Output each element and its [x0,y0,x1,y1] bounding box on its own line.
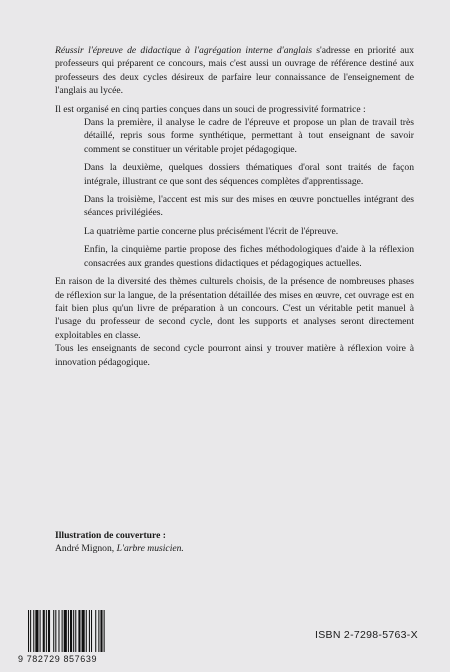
barcode-bar [53,610,54,652]
part-2-paragraph: Dans la deuxième, quelques dossiers thématiques d'oral sont traités de façon intégrale, illustrant ce que sont des séquences complètes d'apprentissage. [84,162,414,187]
barcode-bar [40,610,41,652]
barcode-bar [68,610,69,652]
barcode [18,610,136,668]
barcode-bar [43,610,45,652]
barcode-bar [100,610,102,652]
barcode-bar [91,610,92,652]
conclusion-paragraph-1: En raison de la diversité des thèmes culturels choisis, de la présence de nombreuses phases de réflexion sur la langue, de la présentation détaillée des mises en œuvre, cet ouvrage est en fait bien plus qu'un livre de préparation à un concours. C'est un véritable petit manuel à l'usage du professeur de second cycle, dont les supports et analyses seront directement exploitables en classe. [55,276,414,341]
barcode-bar [35,610,38,652]
book-title: Réussir l'épreuve de didactique à l'agrégation interne d'anglais [55,45,312,56]
credit-label: Illustration de couverture : [55,530,166,541]
part-4-paragraph: La quatrième partie concerne plus précisément l'écrit de l'épreuve. [84,225,339,237]
barcode-bars [28,610,128,654]
barcode-bar [64,610,67,652]
conclusion-paragraph-2: Tous les enseignants de second cycle pourront ainsi y trouver matière à réflexion voire à innovation pédagogique. [55,343,414,368]
part-3-paragraph: Dans la troisième, l'accent est mis sur des mises en œuvre ponctuelles intégrant des séances privilégiées. [84,194,414,219]
barcode-bar [82,610,85,652]
part-5-paragraph: Enfin, la cinquième partie propose des fiches méthodologiques d'aide à la réflexion consacrées aux grandes questions didactiques et pédagogiques actuelles. [84,244,414,269]
description-text [55,44,414,374]
intro-paragraph [55,44,414,98]
part-1-paragraph: Dans la première, il analyse le cadre de l'épreuve et propose un plan de travail très détaillé, repris sous forme synthétique, permettant à tout enseignant de savoir comment se constituer un véritable projet pédagogique. [84,117,414,155]
barcode-bar [70,610,72,652]
barcode-digits: 9 782729 857639 [18,654,98,664]
organisation-paragraph: Il est organisé en cinq parties conçues dans un souci de progressivité formatrice : [55,103,366,115]
barcode-bar [104,610,105,652]
barcode-bar [46,610,47,652]
barcode-bar [95,610,96,652]
barcode-bar [30,610,31,652]
cover-credit [55,529,355,555]
barcode-bar [28,610,29,652]
barcode-bar [55,610,56,652]
barcode-bar [58,610,59,652]
credit-author: André Mignon, [55,543,117,554]
barcode-bar [89,610,90,652]
barcode-bar [78,610,80,652]
credit-work: L'arbre musicien. [116,543,184,554]
barcode-bar [98,610,99,652]
barcode-bar [62,610,63,652]
barcode-bar [86,610,87,652]
barcode-bar [73,610,74,652]
isbn-number: ISBN 2-7298-5763-X [315,629,418,641]
barcode-bar [33,610,34,652]
barcode-bar [48,610,50,652]
intro-text: s'adresse en priorité aux professeurs qui préparent ce concours, mais c'est aussi un ouvrage de référence destiné aux professeurs des deux cycles désireux de parfaire leur connaissance de l'enseignement de l'anglais au lycée. [55,45,414,97]
barcode-bar [75,610,76,652]
